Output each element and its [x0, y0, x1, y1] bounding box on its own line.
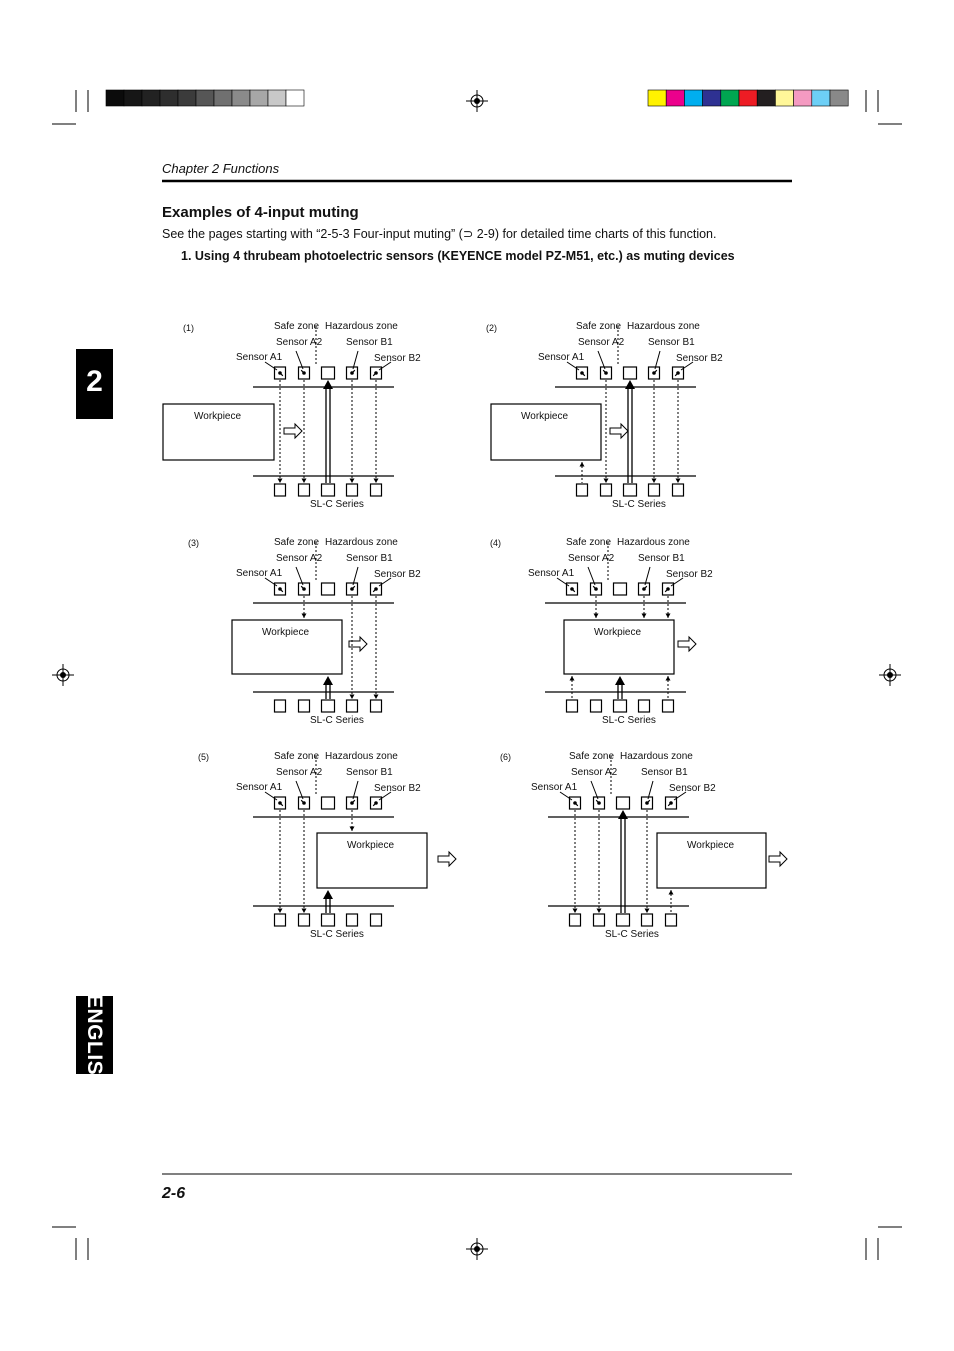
gray-swatch	[178, 90, 196, 106]
movement-arrow-icon	[284, 424, 302, 438]
sensor-a2-label: Sensor A2	[276, 337, 323, 348]
arrow-head	[302, 479, 307, 484]
leader-line	[353, 781, 358, 799]
leader-line	[598, 351, 605, 369]
gray-swatch	[250, 90, 268, 106]
gray-swatch	[124, 90, 142, 106]
receiver-box	[275, 484, 286, 496]
leader-line	[557, 578, 569, 586]
arrow-head	[350, 827, 355, 832]
receiver-box	[577, 484, 588, 496]
arrow-head	[350, 479, 355, 484]
diagram-number: (2)	[486, 323, 497, 333]
arrow-head	[323, 676, 333, 685]
leader-line	[265, 362, 277, 370]
sensor-a2-label: Sensor A2	[276, 553, 323, 564]
arrow-head	[570, 676, 575, 681]
receiver-box	[322, 484, 335, 496]
color-swatch	[684, 90, 702, 106]
diagram-6	[548, 756, 787, 926]
sl-c-series-label: SL-C Series	[310, 929, 364, 940]
diagram-number: (6)	[500, 752, 511, 762]
arrow-head	[669, 890, 674, 895]
sl-c-series-label: SL-C Series	[310, 499, 364, 510]
color-swatch	[703, 90, 721, 106]
sl-c-series-label: SL-C Series	[605, 929, 659, 940]
receiver-box	[275, 914, 286, 926]
diagram-number: (3)	[188, 538, 199, 548]
receiver-box	[371, 914, 382, 926]
color-swatch	[757, 90, 775, 106]
arrow-head	[666, 676, 671, 681]
print-registration-marks	[52, 90, 902, 1260]
arrow-head	[323, 380, 333, 389]
arrow-head	[302, 614, 307, 619]
chapter-tab-number: 2	[86, 365, 103, 398]
language-tab-label: ENGLISH	[83, 994, 106, 1091]
sensor-a2-label: Sensor A2	[568, 553, 615, 564]
receiver-box	[299, 484, 310, 496]
leader-line	[265, 792, 277, 800]
leader-line	[265, 578, 277, 586]
sensor-a2-label: Sensor A2	[578, 337, 625, 348]
movement-arrow-icon	[610, 424, 628, 438]
list-item-heading: 1. Using 4 thrubeam photoelectric sensors (KEYENCE model PZ-M51, etc.) as muting devices	[181, 249, 735, 263]
registration-target-icon	[879, 664, 901, 686]
sensor-b2-label: Sensor B2	[374, 783, 421, 794]
receiver-box	[275, 700, 286, 712]
leader-line	[567, 362, 579, 370]
workpiece-label: Workpiece	[347, 840, 395, 851]
leader-line	[655, 351, 660, 369]
receiver-box	[601, 484, 612, 496]
receiver-box	[673, 484, 684, 496]
gray-swatch	[160, 90, 178, 106]
chapter-header: Chapter 2 Functions	[162, 161, 280, 176]
section-heading: Examples of 4-input muting	[162, 204, 359, 221]
gray-swatch	[268, 90, 286, 106]
light-curtain-emitter	[322, 367, 335, 379]
arrow-head	[594, 614, 599, 619]
receiver-box	[371, 700, 382, 712]
registration-target-icon	[466, 90, 488, 112]
safe-zone-label: Safe zone	[566, 537, 612, 548]
sensor-b1-label: Sensor B1	[641, 767, 688, 778]
page-number: 2-6	[162, 1185, 186, 1202]
movement-arrow-icon	[769, 852, 787, 866]
color-swatch	[648, 90, 666, 106]
arrow-head	[652, 479, 657, 484]
receiver-box	[567, 700, 578, 712]
gray-swatch	[196, 90, 214, 106]
sensor-a2-label: Sensor A2	[571, 767, 618, 778]
leader-line	[648, 781, 653, 799]
sl-c-series-label: SL-C Series	[310, 715, 364, 726]
light-curtain-emitter	[322, 797, 335, 809]
arrow-head	[323, 890, 333, 899]
receiver-box	[371, 484, 382, 496]
safe-zone-label: Safe zone	[274, 321, 320, 332]
receiver-box	[666, 914, 677, 926]
workpiece-label: Workpiece	[594, 627, 642, 638]
safe-zone-label: Safe zone	[576, 321, 622, 332]
arrow-head	[374, 479, 379, 484]
arrow-head	[676, 479, 681, 484]
sensor-b2-label: Sensor B2	[374, 353, 421, 364]
arrow-head	[615, 676, 625, 685]
sensor-b1-label: Sensor B1	[346, 767, 393, 778]
leader-line	[353, 351, 358, 369]
leader-line	[560, 792, 572, 800]
receiver-box	[639, 700, 650, 712]
arrow-head	[580, 462, 585, 467]
sensor-b2-label: Sensor B2	[374, 569, 421, 580]
receiver-box	[594, 914, 605, 926]
registration-target-icon	[52, 664, 74, 686]
hazardous-zone-label: Hazardous zone	[325, 321, 398, 332]
gray-swatch	[106, 90, 124, 106]
receiver-box	[322, 700, 335, 712]
diagram-number: (5)	[198, 752, 209, 762]
sensor-a1-label: Sensor A1	[236, 568, 283, 579]
color-swatch	[666, 90, 684, 106]
leader-line	[296, 781, 303, 799]
language-tab	[76, 994, 113, 1091]
arrow-head	[597, 909, 602, 914]
sensor-a1-label: Sensor A1	[236, 782, 283, 793]
receiver-box	[347, 700, 358, 712]
arrow-head	[645, 909, 650, 914]
leader-line	[591, 781, 598, 799]
receiver-box	[617, 914, 630, 926]
light-curtain-emitter	[322, 583, 335, 595]
sensor-b2-label: Sensor B2	[676, 353, 723, 364]
hazardous-zone-label: Hazardous zone	[627, 321, 700, 332]
safe-zone-label: Safe zone	[274, 537, 320, 548]
receiver-box	[591, 700, 602, 712]
workpiece-label: Workpiece	[262, 627, 310, 638]
diagram-number: (4)	[490, 538, 501, 548]
leader-line	[296, 351, 303, 369]
receiver-box	[624, 484, 637, 496]
workpiece-label: Workpiece	[194, 411, 242, 422]
receiver-box	[663, 700, 674, 712]
light-curtain-emitter	[614, 583, 627, 595]
sensor-a1-label: Sensor A1	[531, 782, 578, 793]
workpiece-label: Workpiece	[687, 840, 735, 851]
color-swatch	[721, 90, 739, 106]
arrow-head	[604, 479, 609, 484]
receiver-box	[347, 914, 358, 926]
receiver-box	[299, 700, 310, 712]
hazardous-zone-label: Hazardous zone	[617, 537, 690, 548]
color-swatch	[739, 90, 757, 106]
safe-zone-label: Safe zone	[274, 751, 320, 762]
movement-arrow-icon	[678, 637, 696, 651]
sl-c-series-label: SL-C Series	[612, 499, 666, 510]
gray-swatch	[232, 90, 250, 106]
leader-line	[353, 567, 358, 585]
hazardous-zone-label: Hazardous zone	[620, 751, 693, 762]
receiver-box	[570, 914, 581, 926]
arrow-head	[666, 614, 671, 619]
hazardous-zone-label: Hazardous zone	[325, 537, 398, 548]
receiver-box	[614, 700, 627, 712]
color-swatch	[794, 90, 812, 106]
sensor-a1-label: Sensor A1	[528, 568, 575, 579]
receiver-box	[322, 914, 335, 926]
leader-line	[296, 567, 303, 585]
sensor-b1-label: Sensor B1	[638, 553, 685, 564]
sensor-b2-label: Sensor B2	[666, 569, 713, 580]
receiver-box	[299, 914, 310, 926]
light-curtain-emitter	[624, 367, 637, 379]
arrow-head	[350, 695, 355, 700]
arrow-head	[618, 810, 628, 819]
arrow-head	[302, 909, 307, 914]
sensor-b2-label: Sensor B2	[669, 783, 716, 794]
diagram-number: (1)	[183, 323, 194, 333]
hazardous-zone-label: Hazardous zone	[325, 751, 398, 762]
registration-target-icon	[466, 1238, 488, 1260]
sl-c-series-label: SL-C Series	[602, 715, 656, 726]
leader-line	[645, 567, 650, 585]
light-curtain-emitter	[617, 797, 630, 809]
leader-line	[588, 567, 595, 585]
chapter-tab	[76, 349, 113, 419]
sensor-a1-label: Sensor A1	[236, 352, 283, 363]
receiver-box	[347, 484, 358, 496]
color-swatch	[775, 90, 793, 106]
color-swatch	[812, 90, 830, 106]
arrow-head	[278, 479, 283, 484]
gray-swatch	[142, 90, 160, 106]
receiver-box	[642, 914, 653, 926]
sensor-b1-label: Sensor B1	[648, 337, 695, 348]
workpiece-label: Workpiece	[521, 411, 569, 422]
arrow-head	[278, 909, 283, 914]
sensor-a2-label: Sensor A2	[276, 767, 323, 778]
sensor-b1-label: Sensor B1	[346, 553, 393, 564]
sensor-a1-label: Sensor A1	[538, 352, 585, 363]
arrow-head	[374, 695, 379, 700]
intro-text: See the pages starting with “2-5-3 Four-input muting” (⊃ 2-9) for detailed time charts of this function.	[162, 227, 717, 241]
safe-zone-label: Safe zone	[569, 751, 615, 762]
arrow-head	[625, 380, 635, 389]
gray-swatch	[214, 90, 232, 106]
movement-arrow-icon	[438, 852, 456, 866]
sensor-b1-label: Sensor B1	[346, 337, 393, 348]
gray-swatch	[286, 90, 304, 106]
arrow-head	[573, 909, 578, 914]
muting-diagrams	[163, 326, 787, 926]
arrow-head	[642, 614, 647, 619]
receiver-box	[649, 484, 660, 496]
color-swatch	[830, 90, 848, 106]
